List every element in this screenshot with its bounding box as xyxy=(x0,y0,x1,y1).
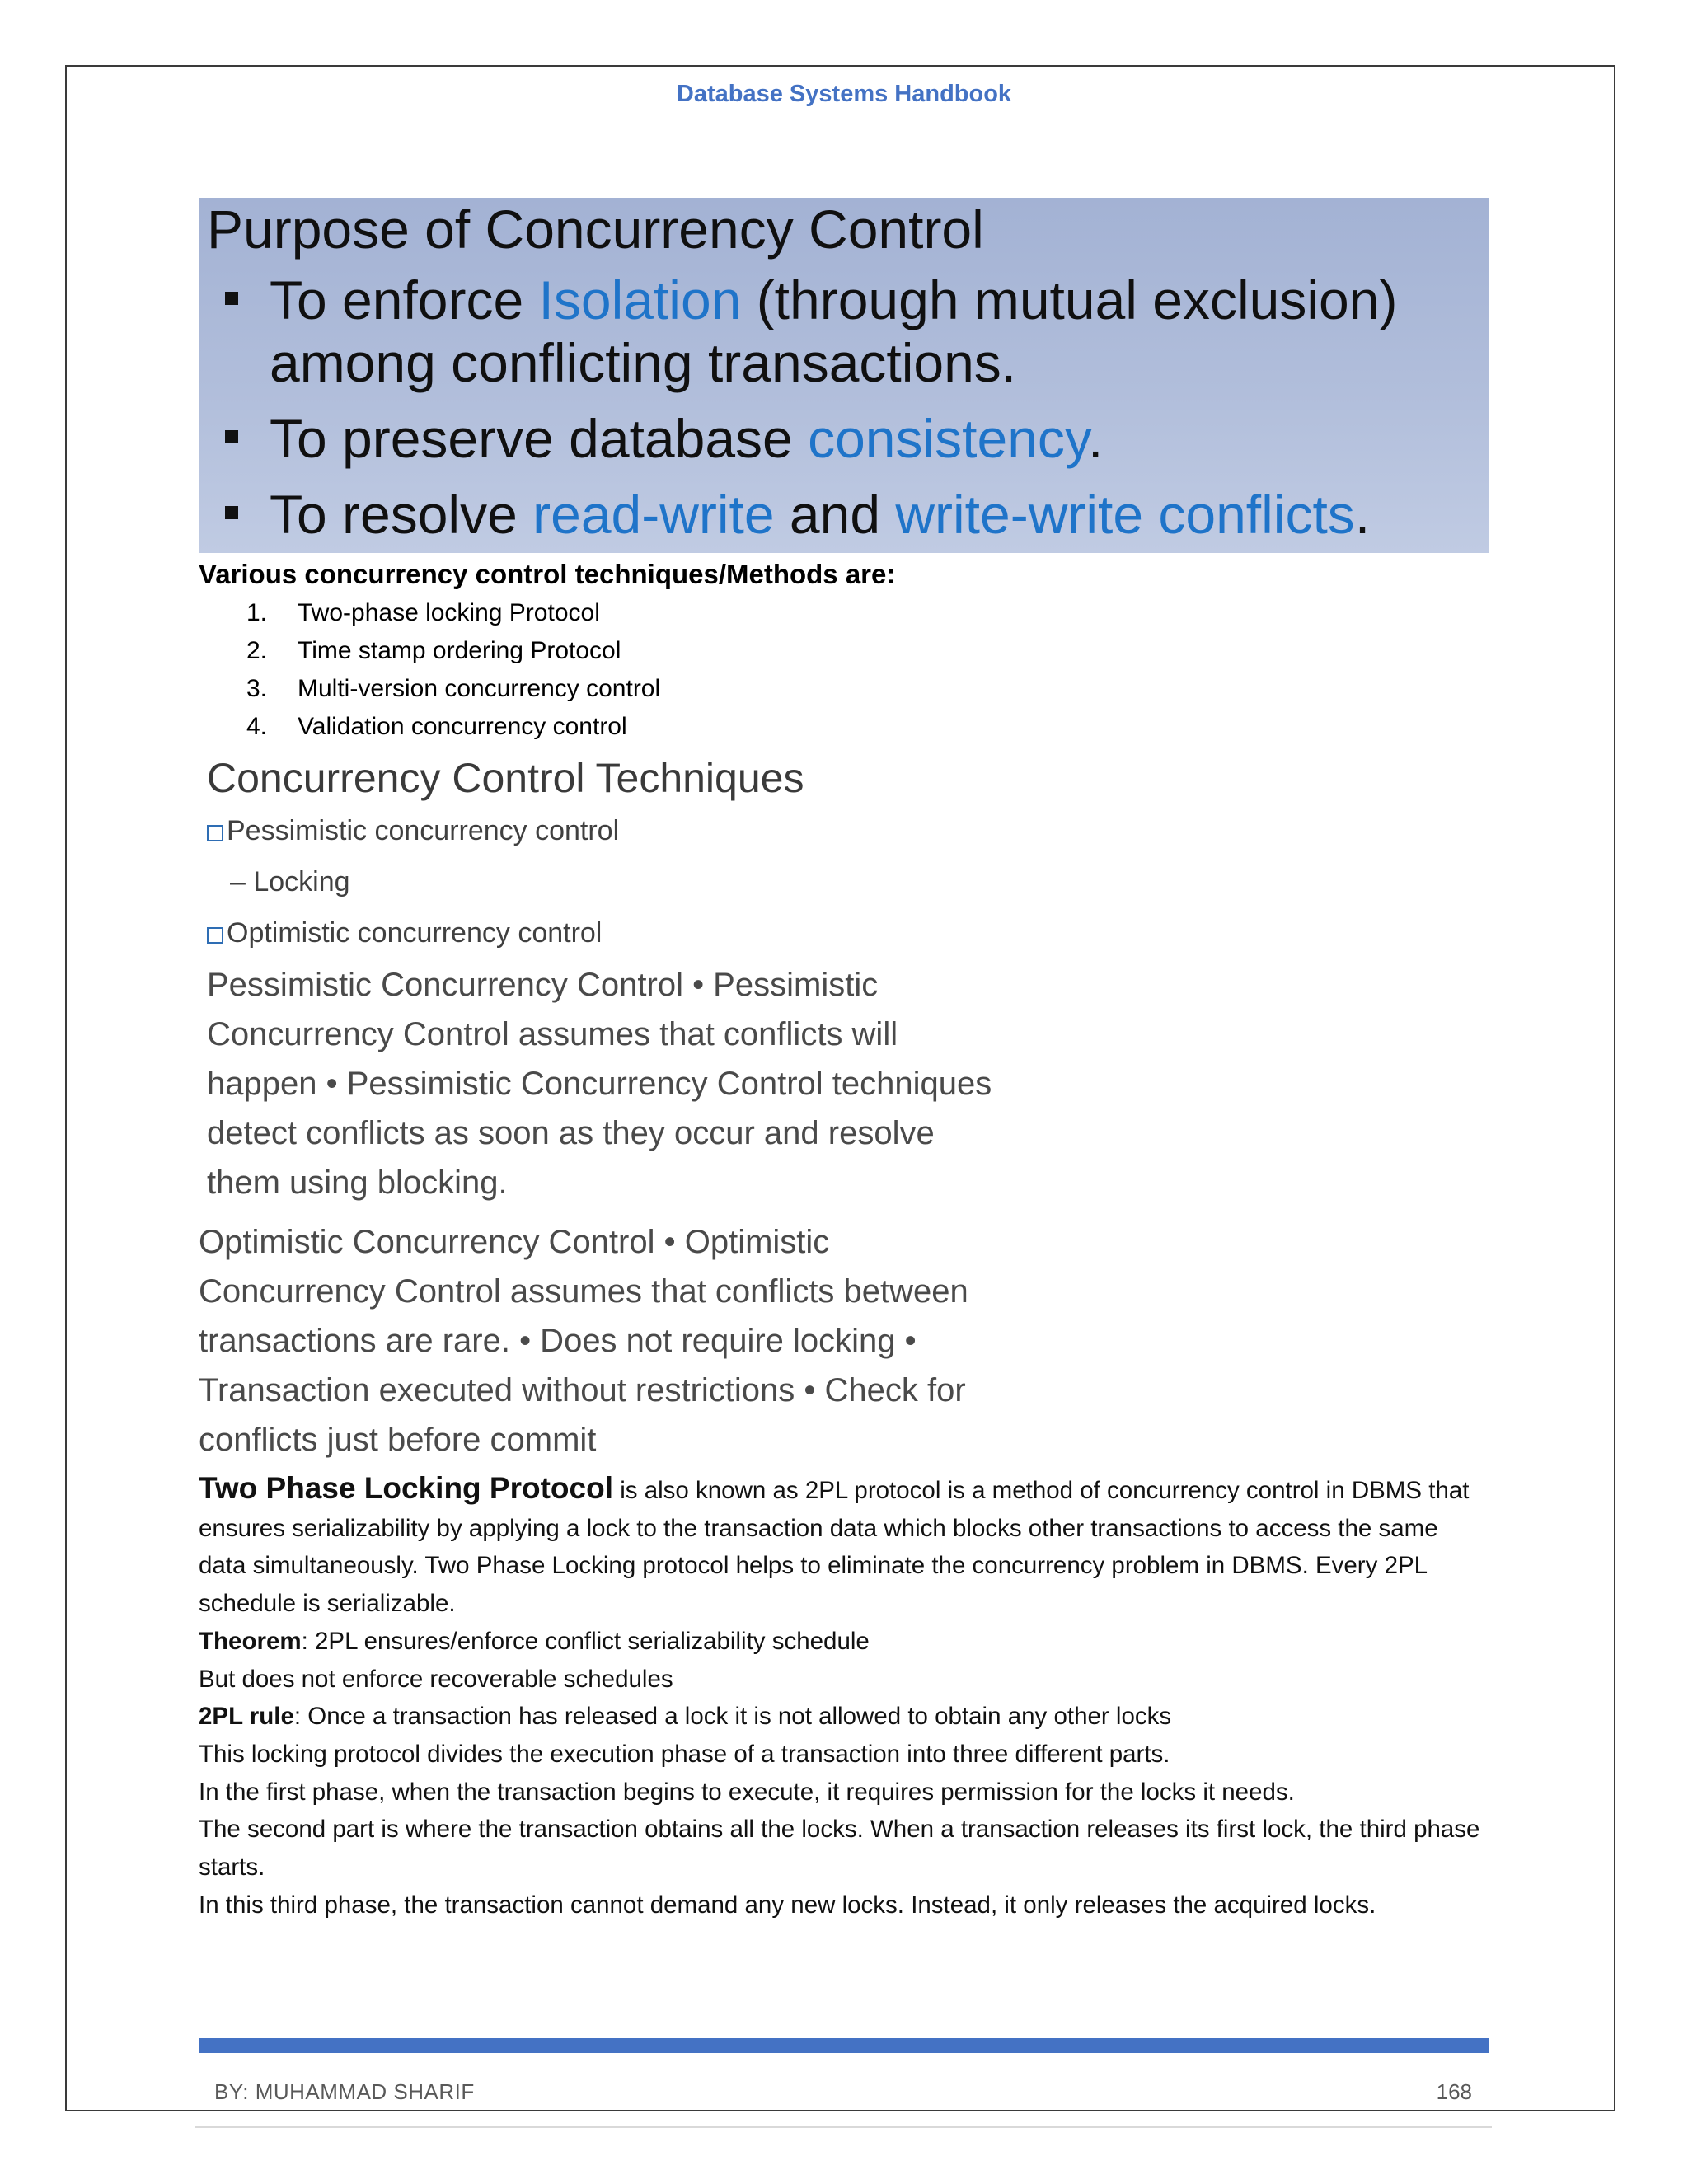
technique-label: Pessimistic concurrency control xyxy=(227,815,620,846)
theorem-label: Theorem xyxy=(199,1627,302,1655)
theorem-line xyxy=(199,1623,1489,1661)
list-label: Validation concurrency control xyxy=(298,713,627,740)
bullet-text: . xyxy=(1354,484,1371,545)
paragraph-line: Concurrency Control assumes that conflicts will xyxy=(207,1016,898,1052)
not-recoverable-line: But does not enforce recoverable schedules xyxy=(199,1665,673,1693)
paragraph-line: transactions are rare. • Does not require locking • xyxy=(199,1323,917,1359)
paragraph-line: Optimistic Concurrency Control • Optimistic xyxy=(199,1224,830,1260)
list-number: 3. xyxy=(246,675,268,702)
paragraph-line: happen • Pessimistic Concurrency Control techniques xyxy=(207,1066,992,1102)
bullet-text: . xyxy=(1088,408,1104,469)
bullet-highlight: read-write xyxy=(532,484,775,545)
pessimistic-paragraph xyxy=(199,960,1039,1207)
two-phase-locking-section xyxy=(199,1469,1489,1924)
list-label: Time stamp ordering Protocol xyxy=(298,637,621,664)
slide-concurrency-control-techniques xyxy=(199,751,1489,958)
bullet-consistency xyxy=(207,407,1489,470)
bullet-text: To preserve database xyxy=(270,408,809,469)
paragraph-line: Concurrency Control assumes that conflicts between xyxy=(199,1273,968,1310)
theorem-text: : 2PL ensures/enforce conflict serializability schedule xyxy=(301,1627,870,1655)
bullet-highlight: write-write conflicts xyxy=(895,484,1355,545)
bullet-conflicts xyxy=(207,483,1489,546)
phase-paragraph: In the first phase, when the transaction begins to execute, it requires permission for the locks it needs. xyxy=(199,1778,1295,1806)
square-bullet-icon xyxy=(225,430,238,443)
slide-title: Purpose of Concurrency Control xyxy=(207,199,984,260)
phase-paragraph: The second part is where the transaction obtains all the locks. When a transaction releases its first lock, the third phase starts. xyxy=(199,1816,1480,1882)
paragraph-line: conflicts just before commit xyxy=(199,1422,597,1458)
bullet-text-continued: among conflicting transactions. xyxy=(270,332,1017,393)
list-item xyxy=(199,632,1489,670)
techniques-heading: Various concurrency control techniques/Methods are: xyxy=(199,559,896,589)
square-bullet-icon xyxy=(225,506,238,519)
footer-bar xyxy=(199,2038,1489,2053)
optimistic-paragraph xyxy=(199,1217,1031,1465)
technique-pessimistic xyxy=(207,805,1489,856)
slide-title: Concurrency Control Techniques xyxy=(207,755,804,801)
bullet-highlight: consistency xyxy=(808,408,1089,469)
page-number: 168 xyxy=(1436,2079,1472,2104)
two-phase-intro xyxy=(199,1469,1489,1623)
square-bullet-icon xyxy=(225,292,238,305)
paragraph-line: detect conflicts as soon as they occur and resolve xyxy=(207,1115,935,1151)
technique-locking: – Locking xyxy=(230,866,350,898)
technique-optimistic xyxy=(207,907,1489,958)
list-item xyxy=(199,670,1489,708)
footer-author: BY: MUHAMMAD SHARIF xyxy=(214,2079,475,2104)
rule-line xyxy=(199,1698,1489,1736)
page-content xyxy=(199,198,1489,1924)
list-number: 1. xyxy=(246,599,268,626)
list-number: 4. xyxy=(246,713,268,740)
phase-paragraph: This locking protocol divides the execution phase of a transaction into three different parts. xyxy=(199,1740,1170,1768)
rule-text: : Once a transaction has released a lock it is not allowed to obtain any other locks xyxy=(293,1703,1172,1731)
slide-bullet-list xyxy=(207,269,1489,546)
checkbox-icon xyxy=(207,927,223,944)
list-label: Multi-version concurrency control xyxy=(298,675,661,702)
running-header: Database Systems Handbook xyxy=(676,81,1012,107)
list-label: Two-phase locking Protocol xyxy=(298,599,600,626)
phase-paragraph: In this third phase, the transaction cannot demand any new locks. Instead, it only releases the acquired locks. xyxy=(199,1891,1376,1919)
checkbox-icon xyxy=(207,825,223,841)
rule-label: 2PL rule xyxy=(199,1703,294,1731)
bullet-text: To resolve xyxy=(270,484,533,545)
list-item xyxy=(199,594,1489,632)
section-title: Two Phase Locking Protocol xyxy=(199,1471,613,1505)
technique-label: Optimistic concurrency control xyxy=(227,917,603,949)
list-item xyxy=(199,708,1489,746)
slide-purpose-of-concurrency-control xyxy=(199,198,1489,553)
bullet-text: To enforce xyxy=(270,269,539,330)
bullet-text: and xyxy=(774,484,896,545)
bullet-highlight: Isolation xyxy=(538,269,742,330)
paragraph-line: Pessimistic Concurrency Control • Pessimistic xyxy=(207,967,879,1003)
page-bottom-rule xyxy=(195,2126,1492,2128)
paragraph-line: Transaction executed without restrictions • Check for xyxy=(199,1372,966,1408)
techniques-list xyxy=(199,594,1489,746)
bullet-text: (through mutual exclusion) xyxy=(741,269,1398,330)
bullet-isolation xyxy=(207,269,1489,394)
paragraph-line: them using blocking. xyxy=(207,1165,508,1201)
list-number: 2. xyxy=(246,637,268,664)
intro-text: is also known as 2PL protocol is a method of concurrency control in DBMS that ensures serializability by applying a lock to the transaction data which blocks other transactions to access the same data simultaneously. Two Phase Locking protocol helps to eliminate the concurrency problem in DBMS. Every 2PL schedule is serializable. xyxy=(199,1477,1470,1618)
